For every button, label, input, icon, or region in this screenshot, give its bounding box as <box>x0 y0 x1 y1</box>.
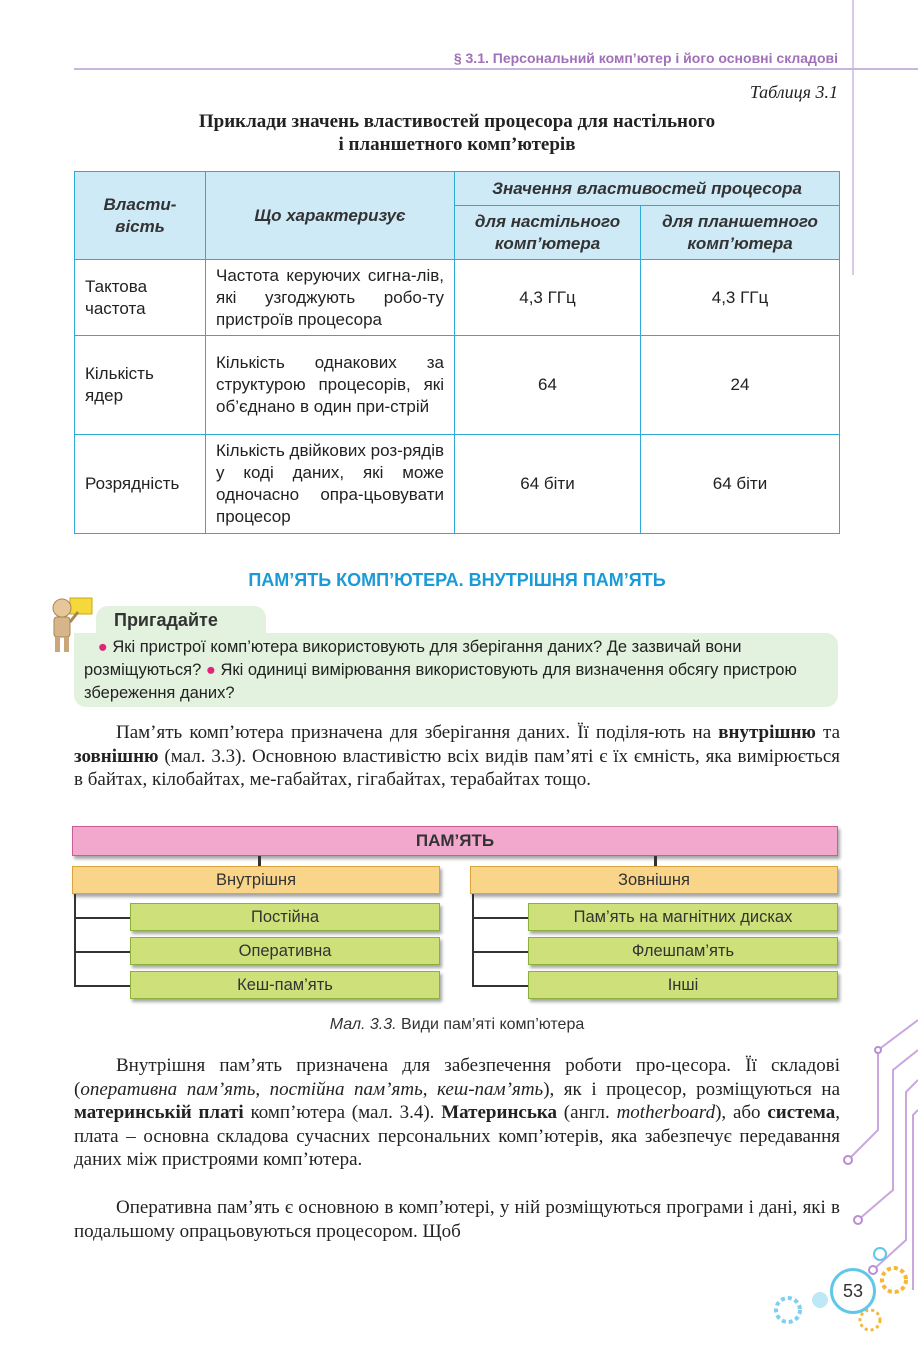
table-title-line1: Приклади значень властивостей процесора для настільного <box>198 111 716 132</box>
figure-caption-text: Види пам’яті комп’ютера <box>401 1016 585 1033</box>
bullet-icon: ● <box>97 638 108 656</box>
connector <box>74 985 130 987</box>
term-rom: постійна пам’ять <box>269 1078 423 1100</box>
header-tablet: для планшетного комп’ютера <box>641 206 840 260</box>
table-header-row <box>75 172 840 206</box>
memory-types-diagram <box>70 826 842 1006</box>
row-description: Частота керуючих сигна-лів, які узгоджують робо-ту пристроїв процесора <box>206 260 455 336</box>
connector <box>472 894 474 986</box>
row-tablet-value: 4,3 ГГц <box>641 260 840 336</box>
processor-properties-table <box>74 171 840 534</box>
bullet-icon: ● <box>205 661 216 679</box>
text-run: Пам’ять комп’ютера призначена для зберігання даних. Її поділя-ють на <box>116 722 719 743</box>
diagram-item-magnetic-disks: Пам’ять на магнітних дисках <box>528 903 838 931</box>
header-desktop: для настільного комп’ютера <box>455 206 641 260</box>
table-row <box>75 260 840 336</box>
table-title <box>74 110 840 156</box>
section-heading: ПАМ’ЯТЬ КОМП’ЮТЕРА. ВНУТРІШНЯ ПАМ’ЯТЬ <box>248 570 666 590</box>
connector <box>472 917 528 919</box>
header-rule <box>74 68 918 70</box>
table-row <box>75 435 840 534</box>
recall-label: Пригадайте <box>114 610 218 630</box>
recall-question-1: Які пристрої комп’ютера використовують для зберігання даних? Де зазвичай вони розміщуються? <box>84 638 742 679</box>
header-property: Власти- вість <box>75 172 206 260</box>
text-run: , плата – основна складова сучасних персональних комп’ютерів, яка забезпечує передавання даних між пристроями комп’ютера. <box>74 1102 840 1170</box>
paragraph-internal-memory <box>74 1054 840 1172</box>
text-run: (мал. 3.3). Основною властивістю всіх видів пам’яті є їх ємність, яка вимірюється в байтах, кілобайтах, ме-габайтах, гігабайтах, терабайтах тощо. <box>74 745 840 790</box>
diagram-item-cache: Кеш-пам’ять <box>130 971 440 999</box>
term-maternal: Материнська <box>441 1102 558 1123</box>
row-desktop-value: 64 <box>455 336 641 435</box>
text-run: комп’ютера (мал. 3.4). <box>243 1102 442 1123</box>
row-tablet-value: 64 біти <box>641 435 840 534</box>
table-title-line2: і планшетного комп’ютерів <box>338 134 576 155</box>
connector <box>258 856 261 866</box>
diagram-root-memory: ПАМ’ЯТЬ <box>72 826 838 856</box>
text-run: ), як і процесор, розміщуються на <box>543 1078 841 1100</box>
row-description: Кількість однакових за структурою процесорів, які об’єднано в один при-стрій <box>206 336 455 435</box>
connector <box>74 951 130 953</box>
connector <box>654 856 657 866</box>
text-run: , <box>422 1078 438 1100</box>
diagram-item-rom: Постійна <box>130 903 440 931</box>
row-desktop-value: 4,3 ГГц <box>455 260 641 336</box>
row-property: Тактова частота <box>75 260 206 336</box>
connector <box>472 985 528 987</box>
diagram-item-ram: Оперативна <box>130 937 440 965</box>
text-run: , <box>255 1078 270 1100</box>
row-desktop-value: 64 біти <box>455 435 641 534</box>
diagram-external-memory: Зовнішня <box>470 866 838 894</box>
term-ram: оперативна пам’ять <box>80 1078 256 1100</box>
header-values-group: Значення властивостей процесора <box>455 172 840 206</box>
diagram-internal-memory: Внутрішня <box>72 866 440 894</box>
page-number: 53 <box>830 1268 876 1314</box>
connector <box>74 894 76 986</box>
term-system: система <box>767 1102 836 1123</box>
paragraph-memory-intro <box>74 721 840 792</box>
figure-caption <box>74 1016 840 1034</box>
table-row <box>75 336 840 435</box>
row-property: Кількість ядер <box>75 336 206 435</box>
diagram-item-flash: Флешпам’ять <box>528 937 838 965</box>
paragraph-ram: Оперативна пам’ять є основною в комп’ютері, у ній розміщуються програми і дані, які в подальшому опрацьовуються процесором. Щоб <box>74 1197 840 1242</box>
text-run: Внутрішня пам’ять призначена для забезпечення роботи про-цесора. Її складові ( <box>74 1055 840 1100</box>
recall-questions <box>84 636 828 705</box>
row-property: Розрядність <box>75 435 206 534</box>
connector <box>74 917 130 919</box>
row-description: Кількість двійкових роз-рядів у коді даних, які може одночасно опра-цьовувати процесор <box>206 435 455 534</box>
running-head: § 3.1. Персональний комп’ютер і його основні складові <box>453 50 838 66</box>
margin-rule <box>852 0 854 275</box>
diagram-item-other: Інші <box>528 971 838 999</box>
text-run: (англ. <box>557 1102 617 1123</box>
connector <box>472 951 528 953</box>
figure-number: Мал. 3.3. <box>329 1016 397 1033</box>
term-english: motherboard <box>616 1102 716 1123</box>
header-characterizes: Що характеризує <box>206 172 455 260</box>
row-tablet-value: 24 <box>641 336 840 435</box>
term-motherboard: материнській платі <box>74 1102 244 1123</box>
text-run: та <box>815 722 841 743</box>
text-run: ), або <box>715 1102 768 1123</box>
table-number: Таблиця 3.1 <box>749 82 838 102</box>
recall-question-2: Які одиниці вимірювання використовують для визначення обсягу пристрою збереження даних? <box>84 661 797 702</box>
term-external: зовнішню <box>74 745 159 767</box>
term-cache: кеш-пам’ять <box>437 1078 544 1100</box>
term-internal: внутрішню <box>718 722 816 743</box>
